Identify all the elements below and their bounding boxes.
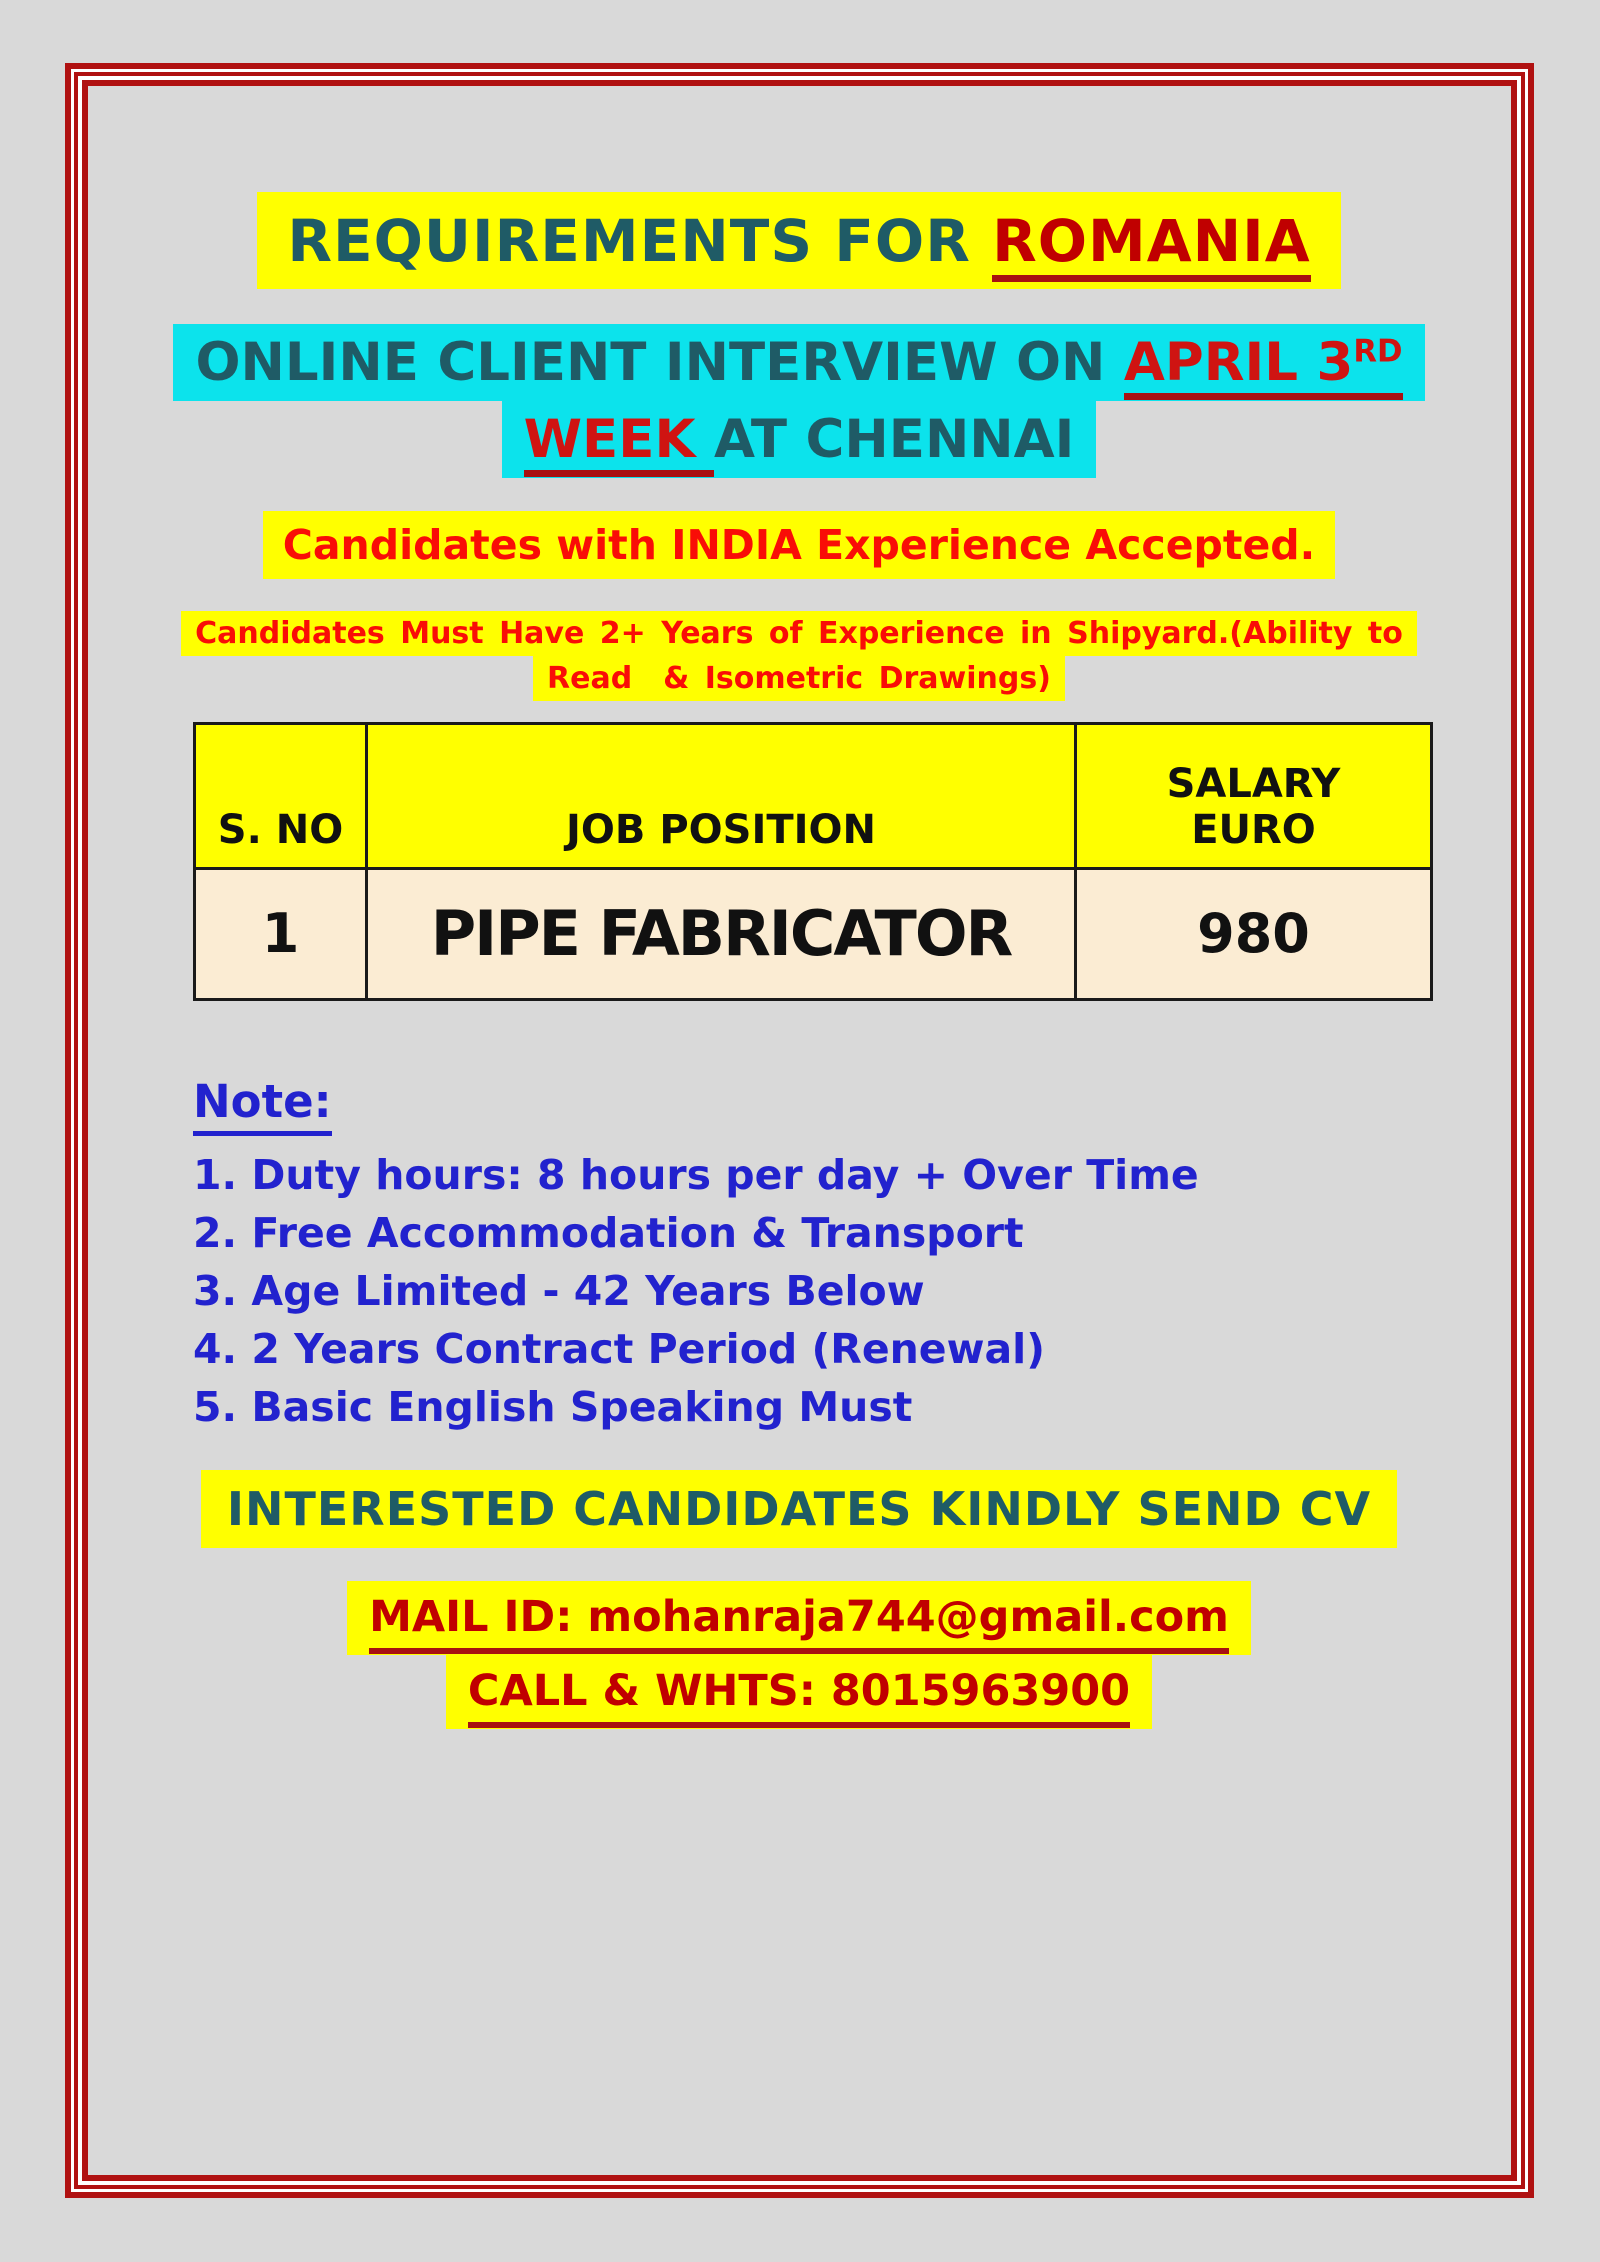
interview-line-1 (86, 324, 1512, 401)
mail-id-value: mohanraja744@gmail.com (587, 1591, 1229, 1642)
cell-job-position: PIPE FABRICATOR (367, 868, 1076, 999)
interview-date-text (1124, 332, 1403, 400)
interview-date-main: APRIL 3 (1123, 331, 1354, 393)
shipyard-experience-line-1-text: Candidates Must Have 2+ Years of Experience in Shipyard.(Ability to (181, 611, 1417, 656)
note-item-2: 2. Free Accommodation & Transport (193, 1208, 1024, 1257)
india-experience-row (86, 511, 1512, 579)
header-cell-salary (1076, 723, 1432, 868)
shipyard-experience-line-2 (86, 656, 1512, 701)
india-experience-text: Candidates with INDIA Experience Accepted. (263, 511, 1335, 579)
contact-section (86, 1581, 1512, 1729)
cta-row (86, 1470, 1512, 1548)
header-cell-sno: S. NO (195, 723, 367, 868)
note-heading: Note: (193, 1075, 332, 1136)
note-item-4: 4. 2 Years Contract Period (Renewal) (193, 1324, 1045, 1373)
job-table (193, 722, 1433, 1001)
header-salary-line-1: SALARY (1166, 760, 1341, 807)
note-item-1: 1. Duty hours: 8 hours per day + Over Time (193, 1150, 1199, 1199)
title-country-text: ROMANIA (992, 207, 1311, 282)
note-item-5: 5. Basic English Speaking Must (193, 1382, 913, 1431)
mail-label: MAIL ID: (369, 1591, 588, 1642)
interview-week-text: WEEK (524, 409, 714, 477)
flyer-content (86, 85, 1512, 1729)
call-line-band (446, 1655, 1152, 1729)
main-title-band (257, 192, 1340, 289)
interview-line-2-band (502, 401, 1097, 478)
job-table-header-row (195, 723, 1432, 868)
mail-line (86, 1581, 1512, 1655)
mail-line-text (369, 1592, 1229, 1654)
header-cell-position: JOB POSITION (367, 723, 1076, 868)
interview-line-1-prefix: ONLINE CLIENT INTERVIEW ON (195, 331, 1124, 393)
shipyard-experience-block (86, 611, 1512, 701)
job-table-data-row (195, 868, 1432, 999)
shipyard-experience-line-2-text: Read & Isometric Drawings) (533, 656, 1065, 701)
title-prefix-text: REQUIREMENTS FOR (287, 207, 993, 275)
call-line (86, 1655, 1512, 1729)
note-section (193, 1075, 1512, 1436)
interview-line-1-band (173, 324, 1424, 401)
interview-date-ordinal: RD (1353, 333, 1403, 370)
interview-line-2 (86, 401, 1512, 478)
header-salary-line-2: EURO (1191, 806, 1316, 853)
interview-announcement (86, 324, 1512, 478)
cta-text: INTERESTED CANDIDATES KINDLY SEND CV (201, 1470, 1397, 1548)
cell-salary-euro: 980 (1076, 868, 1432, 999)
call-label: CALL & WHTS: (467, 1665, 831, 1716)
cell-serial-number: 1 (195, 868, 367, 999)
main-title-row (86, 192, 1512, 289)
note-item-3: 3. Age Limited - 42 Years Below (193, 1266, 925, 1315)
interview-location-text: AT CHENNAI (713, 408, 1075, 470)
call-line-text (468, 1666, 1130, 1728)
shipyard-experience-line-1 (86, 611, 1512, 656)
phone-number-value: 8015963900 (830, 1665, 1131, 1716)
mail-line-band (347, 1581, 1251, 1655)
